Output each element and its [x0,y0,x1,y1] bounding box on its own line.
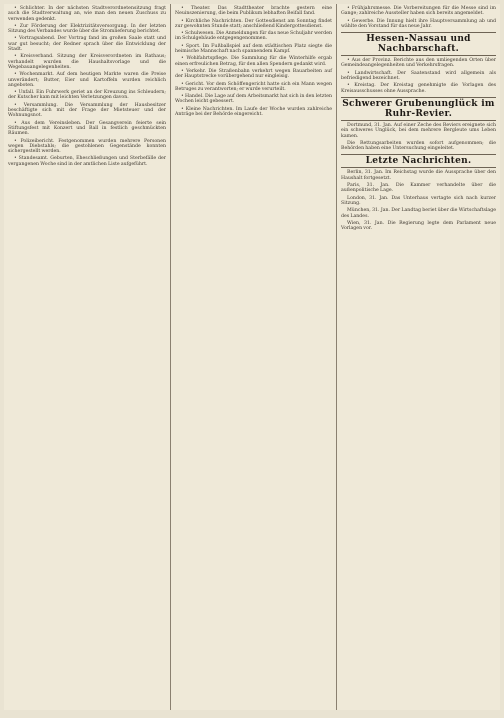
news-paragraph: • Wohlfahrtspflege. Die Sammlung für die Winterhilfe ergab einen erfreulichen Betrag, für den allen Spendern gedankt wird. [175,56,332,67]
news-paragraph: • Unfall. Ein Fuhrwerk geriet an der Kreuzung ins Schleudern; der Kutscher kam mit leichten Verletzungen davon. [8,90,166,101]
news-paragraph: • Standesamt. Geburten, Eheschließungen und Sterbefälle der vergangenen Woche sind in der amtlichen Liste aufgeführt. [8,156,166,167]
news-paragraph: München, 31. Jan. Der Landtag beriet über die Wirtschaftslage des Landes. [341,208,496,219]
news-paragraph: • Gewerbe. Die Innung hielt ihre Hauptversammlung ab und wählte den Vorstand für das neue Jahr. [341,18,496,29]
column-1 [4,4,170,710]
news-paragraph: • Kirchliche Nachrichten. Der Gottesdienst am Sonntag findet zur gewohnten Stunde statt; anschließend Kindergottesdienst. [175,18,332,29]
column-2 [170,4,336,710]
news-paragraph: Paris, 31. Jan. Die Kammer verhandelte über die außenpolitische Lage. [341,183,496,194]
news-paragraph: • Frühjahrsmesse. Die Vorbereitungen für die Messe sind im Gange; zahlreiche Aussteller haben sich bereits angemeldet. [341,6,496,17]
news-paragraph: • Landwirtschaft. Der Saatenstand wird allgemein als befriedigend bezeichnet. [341,70,496,82]
news-paragraph: • Handel. Die Lage auf dem Arbeitsmarkt hat sich in den letzten Wochen leicht gebessert. [175,94,332,105]
news-paragraph: • Verkehr. Die Straßenbahn verkehrt wegen Bauarbeiten auf der Hauptstrecke vorübergehend nur eingleisig. [175,68,332,80]
news-paragraph: • Aus der Provinz. Berichte aus den umliegenden Orten über Gemeindeangelegenheiten und Verkehrsfragen. [341,58,496,69]
news-paragraph: • Schulwesen. Die Anmeldungen für das neue Schuljahr werden im Schulgebäude entgegengenommen. [175,31,332,42]
news-paragraph: • Wochenmarkt. Auf dem heutigen Markte waren die Preise unverändert; Butter, Eier und Kartoffeln wurden reichlich angeboten. [8,72,166,88]
newspaper-page [4,4,500,710]
news-paragraph: Dortmund, 31. Jan. Auf einer Zeche des Reviers ereignete sich ein schweres Unglück, bei dem mehrere Bergleute ums Leben kamen. [341,122,496,139]
section-heading-grubenunglueck: Schwerer Grubenunglück im Ruhr-Revier. [342,98,495,119]
news-paragraph: Die Rettungsarbeiten wurden sofort aufgenommen; die Behörden haben eine Untersuchung eingeleitet. [341,140,496,152]
news-paragraph: Berlin, 31. Jan. Im Reichstag wurde die Aussprache über den Haushalt fortgesetzt. [341,170,496,181]
news-paragraph: • Aus dem Vereinsleben. Der Gesangverein feierte sein Stiftungsfest mit Konzert und Ball in festlich geschmückten Räumen. [8,120,166,137]
news-paragraph: • Gericht. Vor dem Schöffengericht hatte sich ein Mann wegen Betruges zu verantworten; er wurde verurteilt. [175,81,332,92]
news-paragraph: • Zur Förderung der Elektrizitätsversorgung. In der letzten Sitzung des Verbandes wurde über die Stromlieferung berichtet. [8,23,166,35]
news-paragraph: • Polizeibericht. Festgenommen wurden mehrere Personen wegen Diebstahls; die gestohlenen Gegenstände konnten sichergestellt werden. [8,138,166,155]
news-paragraph: • Vortragsabend. Der Vortrag fand im großen Saale statt und war gut besucht; der Redner sprach über die Entwicklung der Stadt. [8,36,166,53]
news-paragraph: • Kreisverband. Sitzung der Kreisverordneten im Rathaus; verhandelt wurden die Haushaltsvorlage und die Wegebauangelegenheiten. [8,54,166,70]
news-paragraph: • Versammlung. Die Versammlung der Hausbesitzer beschäftigte sich mit der Frage der Mietsteuer und der Wohnungsnot. [8,102,166,119]
news-paragraph: • Sport. Im Fußballspiel auf dem städtischen Platz siegte die heimische Mannschaft nach spannendem Kampf. [175,43,332,55]
news-paragraph: • Kleine Nachrichten. Im Laufe der Woche wurden zahlreiche Anträge bei der Behörde eingereicht. [175,106,332,118]
news-paragraph: London, 31. Jan. Das Unterhaus vertagte sich nach kurzer Sitzung. [341,195,496,206]
news-paragraph: • Kreistag. Der Kreistag genehmigte die Vorlagen des Kreisausschusses ohne Aussprache. [341,83,496,94]
column-3 [336,4,500,710]
news-paragraph: Wien, 31. Jan. Die Regierung legte dem Parlament neue Vorlagen vor. [341,220,496,232]
news-paragraph: • Theater. Das Stadttheater brachte gestern eine Neuinszenierung, die beim Publikum lebhaften Beifall fand. [175,6,332,17]
section-heading-letzte-nachrichten: Letzte Nachrichten. [341,154,496,168]
news-paragraph: • Schlichter. In der nächsten Stadtverordnetensitzung fragt auch die Stadtverwaltung an, wie man den neuen Zuschuss zu verwenden gedenkt. [8,6,166,22]
section-heading-hessen-nassau: Hessen-Nassau und Nachbarschaft. [341,32,496,56]
